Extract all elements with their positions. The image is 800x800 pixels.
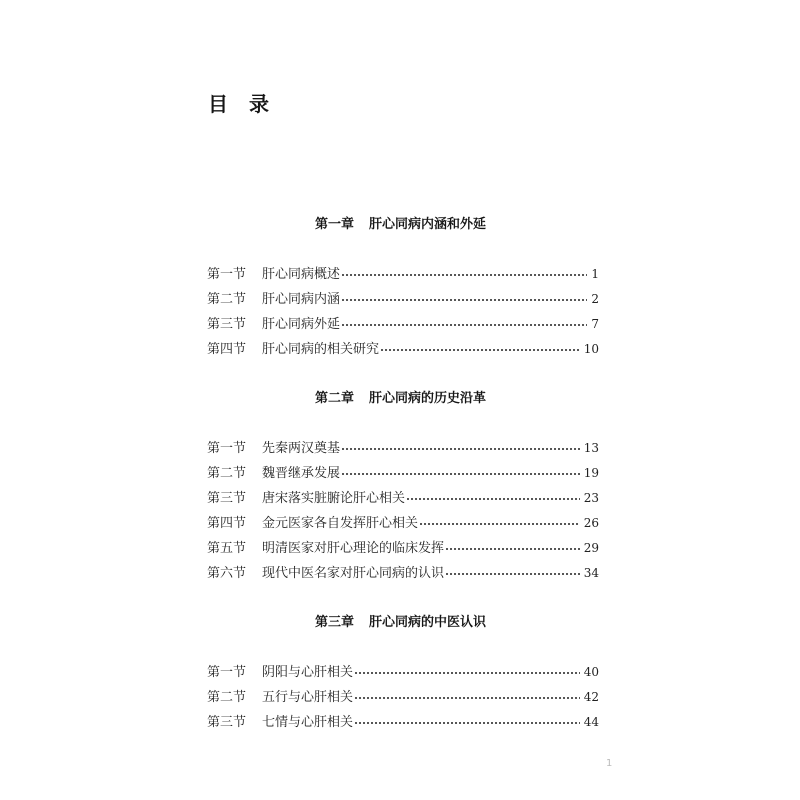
chapter-title: 肝心同病的历史沿革 xyxy=(369,391,487,406)
section-title: 五行与心肝相关 xyxy=(262,690,354,705)
page-number: 23 xyxy=(583,491,599,505)
section-title: 肝心同病外延 xyxy=(262,317,341,332)
dot-leader xyxy=(342,312,587,337)
section-title: 阴阳与心肝相关 xyxy=(262,665,354,680)
page-number: 44 xyxy=(583,715,599,729)
section-title: 明清医家对肝心理论的临床发挥 xyxy=(262,541,445,556)
chapter-heading xyxy=(207,386,599,411)
chapter-heading xyxy=(207,212,599,237)
section-number: 第二节 xyxy=(207,466,247,481)
toc-entry xyxy=(207,486,599,511)
dot-leader xyxy=(342,287,587,312)
dot-leader xyxy=(381,337,580,362)
chapter-3 xyxy=(207,610,599,735)
page-number: 29 xyxy=(583,541,599,555)
toc-entry xyxy=(207,536,599,561)
dot-leader xyxy=(342,436,580,461)
section-number: 第一节 xyxy=(207,267,247,282)
chapter-label: 第二章 xyxy=(315,391,355,406)
dot-leader xyxy=(342,461,580,486)
page-title: 目 录 xyxy=(208,92,269,116)
page-number: 10 xyxy=(583,342,599,356)
toc-entry xyxy=(207,262,599,287)
section-title: 魏晋继承发展 xyxy=(262,466,341,481)
dot-leader xyxy=(446,536,580,561)
section-title: 肝心同病的相关研究 xyxy=(262,342,380,357)
chapter-label: 第一章 xyxy=(315,217,355,232)
dot-leader xyxy=(446,561,580,586)
page-number: 1 xyxy=(591,267,599,281)
section-title: 肝心同病概述 xyxy=(262,267,341,282)
dot-leader xyxy=(342,262,587,287)
chapter-title: 肝心同病的中医认识 xyxy=(369,615,487,630)
toc-entry xyxy=(207,312,599,337)
toc-entry xyxy=(207,710,599,735)
section-number: 第一节 xyxy=(207,441,247,456)
section-number: 第二节 xyxy=(207,292,247,307)
section-title: 现代中医名家对肝心同病的认识 xyxy=(262,566,445,581)
toc-entry xyxy=(207,660,599,685)
chapter-title: 肝心同病内涵和外延 xyxy=(369,217,487,232)
toc-entry xyxy=(207,287,599,312)
section-number: 第一节 xyxy=(207,665,247,680)
dot-leader xyxy=(355,660,580,685)
page-number: 7 xyxy=(591,317,599,331)
page-number: 19 xyxy=(583,466,599,480)
section-number: 第五节 xyxy=(207,541,247,556)
table-of-contents xyxy=(207,212,599,735)
dot-leader xyxy=(420,511,580,536)
page-number: 26 xyxy=(583,516,599,530)
folio-page-number: 1 xyxy=(606,758,613,769)
page-number: 40 xyxy=(583,665,599,679)
page-number: 13 xyxy=(583,441,599,455)
toc-entry xyxy=(207,561,599,586)
section-title: 唐宋落实脏腑论肝心相关 xyxy=(262,491,406,506)
page-number: 34 xyxy=(583,566,599,580)
section-title: 先秦两汉奠基 xyxy=(262,441,341,456)
toc-entry xyxy=(207,436,599,461)
chapter-heading xyxy=(207,610,599,635)
chapter-1 xyxy=(207,212,599,362)
section-number: 第二节 xyxy=(207,690,247,705)
section-number: 第三节 xyxy=(207,317,247,332)
chapter-label: 第三章 xyxy=(315,615,355,630)
toc-entry xyxy=(207,685,599,710)
section-number: 第三节 xyxy=(207,715,247,730)
section-number: 第六节 xyxy=(207,566,247,581)
page-number: 42 xyxy=(583,690,599,704)
dot-leader xyxy=(355,685,580,710)
section-number: 第四节 xyxy=(207,516,247,531)
section-number: 第四节 xyxy=(207,342,247,357)
toc-entry xyxy=(207,337,599,362)
section-title: 七情与心肝相关 xyxy=(262,715,354,730)
section-title: 金元医家各自发挥肝心相关 xyxy=(262,516,419,531)
toc-entry xyxy=(207,511,599,536)
dot-leader xyxy=(407,486,580,511)
section-number: 第三节 xyxy=(207,491,247,506)
toc-entry xyxy=(207,461,599,486)
chapter-2 xyxy=(207,386,599,586)
section-title: 肝心同病内涵 xyxy=(262,292,341,307)
dot-leader xyxy=(355,710,580,735)
page-number: 2 xyxy=(591,292,599,306)
